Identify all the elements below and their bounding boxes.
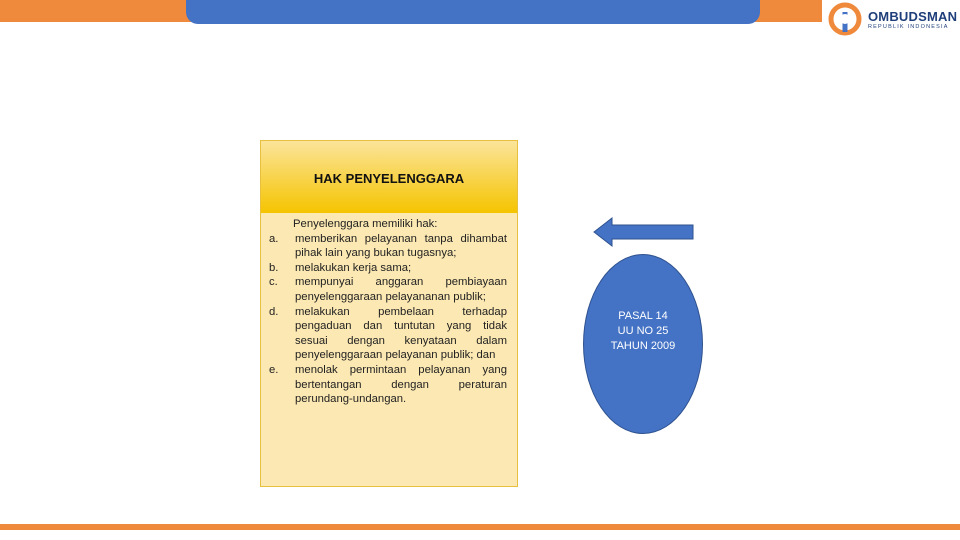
list-item-text: memberikan pelayanan tanpa dihambat pihak lain yang bukan tugasnya;	[295, 232, 507, 260]
reference-line-law: UU NO 25	[617, 325, 669, 337]
reference-line-article: PASAL 14	[618, 310, 668, 322]
card-header	[261, 141, 517, 213]
ombudsman-logo-icon	[828, 2, 862, 36]
list-item-letter: b.	[269, 261, 279, 274]
list-item	[269, 305, 507, 363]
logo-name: OMBUDSMAN	[868, 9, 958, 24]
list-item-text: menolak permintaan pelayanan yang bertentangan dengan peraturan perundang-undangan.	[295, 363, 507, 406]
rights-card	[260, 140, 518, 487]
left-arrow-icon	[592, 216, 696, 248]
card-body	[269, 217, 507, 407]
list-item	[269, 232, 507, 261]
top-blue-bar	[186, 0, 760, 24]
ombudsman-logo	[826, 2, 956, 36]
list-item-letter: d.	[269, 305, 279, 318]
card-intro: Penyelenggara memiliki hak:	[293, 218, 438, 230]
list-item-letter: e.	[269, 363, 279, 376]
list-item-text: mempunyai anggaran pembiayaan penyelenggaraan pelayananan publik;	[295, 276, 507, 303]
list-item	[269, 261, 507, 276]
list-item	[269, 363, 507, 407]
bottom-orange-bar	[0, 524, 960, 530]
card-title: HAK PENYELENGGARA	[313, 171, 465, 186]
legal-reference-circle	[583, 254, 703, 434]
list-item-letter: a.	[269, 232, 279, 245]
reference-line-year: TAHUN 2009	[610, 340, 676, 352]
logo-subtitle: REPUBLIK INDONESIA	[868, 24, 949, 30]
list-item	[269, 275, 507, 304]
list-item-letter: c.	[269, 276, 278, 289]
list-item-text: melakukan kerja sama;	[295, 261, 412, 274]
legal-reference-text	[584, 309, 702, 354]
list-item-text: melakukan pembelaan terhadap pengaduan dan tuntutan yang tidak sesuai dengan kenyataan dalam penyelenggaraan pelayanan publik; dan	[295, 305, 507, 362]
